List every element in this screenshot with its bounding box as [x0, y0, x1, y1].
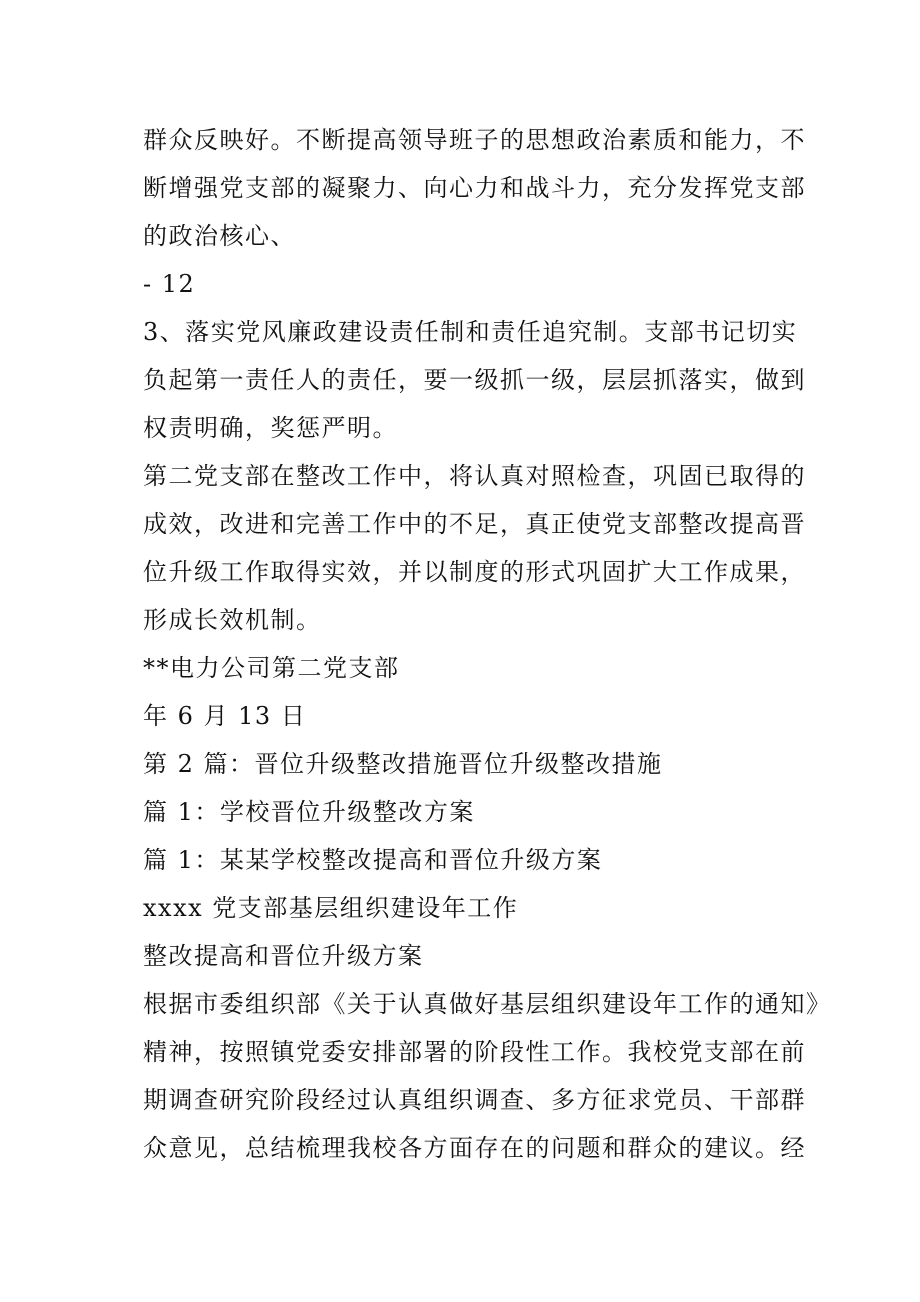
section-heading: xxxx 党支部基层组织建设年工作	[143, 894, 519, 922]
text-line: 负起第一责任人的责任，要一级抓一级，层层抓落实，做到	[143, 366, 806, 394]
text-line: 权责明确，奖惩严明。	[143, 414, 398, 442]
section-heading: 整改提高和晋位升级方案	[143, 942, 424, 970]
text-line: 成效，改进和完善工作中的不足，真正使党支部整改提高晋	[143, 510, 806, 538]
page-number: - 12	[143, 270, 196, 298]
text-line: 的政治核心、	[143, 222, 296, 250]
text-line: 断增强党支部的凝聚力、向心力和战斗力，充分发挥党支部	[143, 174, 806, 202]
text-line: 第二党支部在整改工作中，将认真对照检查，巩固已取得的	[143, 462, 806, 490]
text-line: 精神，按照镇党委安排部署的阶段性工作。我校党支部在前	[143, 1038, 806, 1066]
section-heading: 篇 1：学校晋位升级整改方案	[143, 798, 475, 826]
text-line: 期调查研究阶段经过认真组织调查、多方征求党员、干部群	[143, 1086, 806, 1114]
text-line: 形成长效机制。	[143, 606, 322, 634]
text-line: 3、落实党风廉政建设责任制和责任追究制。支部书记切实	[143, 318, 798, 346]
section-heading: 第 2 篇：晋位升级整改措施晋位升级整改措施	[143, 750, 663, 778]
text-line: 根据市委组织部《关于认真做好基层组织建设年工作的通知》	[143, 990, 832, 1018]
text-line: 位升级工作取得实效，并以制度的形式巩固扩大工作成果，	[143, 558, 806, 586]
text-line: 众意见，总结梳理我校各方面存在的问题和群众的建议。经	[143, 1134, 806, 1162]
signature-date: 年 6 月 13 日	[143, 702, 307, 730]
signature-org: **电力公司第二党支部	[143, 654, 400, 682]
section-heading: 篇 1：某某学校整改提高和晋位升级方案	[143, 846, 603, 874]
text-line: 群众反映好。不断提高领导班子的思想政治素质和能力，不	[143, 126, 806, 154]
